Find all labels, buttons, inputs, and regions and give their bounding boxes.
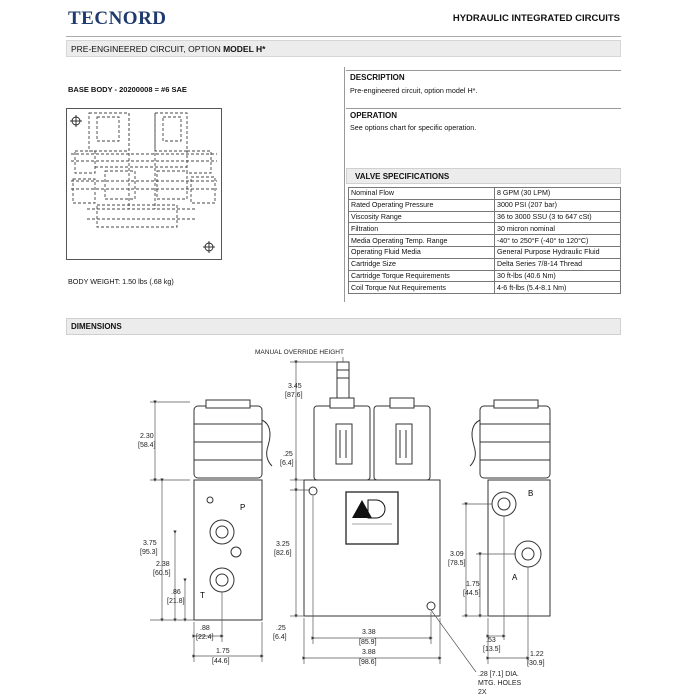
spec-row bbox=[349, 211, 621, 223]
spec-label: Viscosity Range bbox=[349, 211, 495, 223]
dim-175b-mm: [44.5] bbox=[463, 590, 481, 597]
column-divider bbox=[344, 67, 345, 302]
dimensions-drawing bbox=[0, 340, 700, 700]
dim-388-mm: [98.6] bbox=[359, 659, 377, 666]
spec-value: Delta Series 7/8-14 Thread bbox=[495, 258, 621, 270]
dim-88: .88 bbox=[200, 625, 210, 632]
dim-338-mm: [85.9] bbox=[359, 639, 377, 646]
dim-325: 3.25 bbox=[276, 541, 290, 548]
spec-label: Media Operating Temp. Range bbox=[349, 235, 495, 247]
spec-label: Cartridge Size bbox=[349, 258, 495, 270]
spec-row bbox=[349, 235, 621, 247]
dim-309-mm: [78.5] bbox=[448, 560, 466, 567]
spec-value: 36 to 3000 SSU (3 to 647 cSt) bbox=[495, 211, 621, 223]
spec-value: 30 ft-lbs (40.6 Nm) bbox=[495, 270, 621, 282]
spec-value: 4-6 ft-lbs (5.4-8.1 Nm) bbox=[495, 282, 621, 294]
description-text: Pre-engineered circuit, option model H*. bbox=[350, 86, 478, 95]
spec-row bbox=[349, 246, 621, 258]
spec-value: -40° to 250°F (-40° to 120°C) bbox=[495, 235, 621, 247]
base-body-svg bbox=[67, 109, 221, 259]
dim-122-mm: [30.9] bbox=[527, 660, 545, 667]
dim-53-mm: [13.5] bbox=[483, 646, 501, 653]
spec-row bbox=[349, 188, 621, 200]
spec-value: 8 GPM (30 LPM) bbox=[495, 188, 621, 200]
dim-25b: .25 bbox=[276, 625, 286, 632]
mtg-holes-line1: .28 [7.1] DIA. bbox=[478, 671, 519, 678]
spec-row bbox=[349, 282, 621, 294]
right-view bbox=[470, 400, 550, 616]
dim-375-mm: [95.3] bbox=[140, 549, 158, 556]
subtitle-prefix: PRE-ENGINEERED CIRCUIT, OPTION bbox=[71, 44, 221, 54]
spec-row bbox=[349, 199, 621, 211]
base-body-label: BASE BODY - 20200008 = #6 SAE bbox=[68, 85, 187, 94]
dim-388: 3.88 bbox=[362, 649, 376, 656]
spec-row bbox=[349, 270, 621, 282]
valve-specs-table bbox=[348, 187, 621, 294]
spec-row bbox=[349, 258, 621, 270]
dim-345: 3.45 bbox=[288, 383, 302, 390]
dim-238: 2.38 bbox=[156, 561, 170, 568]
dim-25b-mm: [6.4] bbox=[273, 634, 287, 641]
dim-325-mm: [82.6] bbox=[274, 550, 292, 557]
spec-label: Rated Operating Pressure bbox=[349, 199, 495, 211]
port-t-label: T bbox=[200, 591, 205, 600]
dim-86: .86 bbox=[171, 589, 181, 596]
dim-345-mm: [87.6] bbox=[285, 392, 303, 399]
mtg-holes-line2: MTG. HOLES bbox=[478, 680, 522, 687]
dim-309: 3.09 bbox=[450, 551, 464, 558]
spec-label: Filtration bbox=[349, 223, 495, 235]
dim-175a-mm: [44.6] bbox=[212, 658, 230, 665]
left-view bbox=[194, 400, 272, 620]
spec-label: Operating Fluid Media bbox=[349, 246, 495, 258]
dim-230: 2.30 bbox=[140, 433, 154, 440]
spec-label: Coil Torque Nut Requirements bbox=[349, 282, 495, 294]
dim-375: 3.75 bbox=[143, 540, 157, 547]
dim-53: .53 bbox=[486, 637, 496, 644]
port-b-label: B bbox=[528, 489, 534, 498]
dim-238-mm: [60.5] bbox=[153, 570, 171, 577]
spec-label: Cartridge Torque Requirements bbox=[349, 270, 495, 282]
dimensions-heading: DIMENSIONS bbox=[66, 318, 621, 335]
document-title: HYDRAULIC INTEGRATED CIRCUITS bbox=[452, 13, 620, 24]
base-body-drawing bbox=[66, 108, 222, 260]
dim-86-mm: [21.8] bbox=[167, 598, 185, 605]
dim-88-mm: [22.4] bbox=[196, 634, 214, 641]
dim-25a-mm: [6.4] bbox=[280, 460, 294, 467]
center-view bbox=[304, 362, 440, 616]
spec-label: Nominal Flow bbox=[349, 188, 495, 200]
header-divider bbox=[66, 36, 621, 37]
subtitle-model: MODEL H* bbox=[223, 44, 266, 54]
mtg-holes-line3: 2X bbox=[478, 689, 487, 696]
spec-value: General Purpose Hydraulic Fluid bbox=[495, 246, 621, 258]
dim-175a: 1.75 bbox=[216, 648, 230, 655]
operation-heading: OPERATION bbox=[346, 108, 621, 120]
port-a-label: A bbox=[512, 573, 518, 582]
dim-338: 3.38 bbox=[362, 629, 376, 636]
description-heading: DESCRIPTION bbox=[346, 70, 621, 82]
operation-text: See options chart for specific operation. bbox=[350, 123, 477, 132]
valve-specs-heading: VALVE SPECIFICATIONS bbox=[346, 168, 621, 184]
manual-override-label: MANUAL OVERRIDE HEIGHT bbox=[255, 349, 344, 356]
spec-row bbox=[349, 223, 621, 235]
spec-value: 3000 PSI (207 bar) bbox=[495, 199, 621, 211]
dim-122: 1.22 bbox=[530, 651, 544, 658]
dim-175b: 1.75 bbox=[466, 581, 480, 588]
brand-logo: TECNORD bbox=[68, 8, 167, 29]
spec-value: 30 micron nominal bbox=[495, 223, 621, 235]
dim-230-mm: [58.4] bbox=[138, 442, 156, 449]
dim-25a: .25 bbox=[283, 451, 293, 458]
port-p-label: P bbox=[240, 503, 246, 512]
subtitle-bar bbox=[66, 40, 621, 57]
body-weight-label: BODY WEIGHT: 1.50 lbs (.68 kg) bbox=[68, 277, 174, 286]
